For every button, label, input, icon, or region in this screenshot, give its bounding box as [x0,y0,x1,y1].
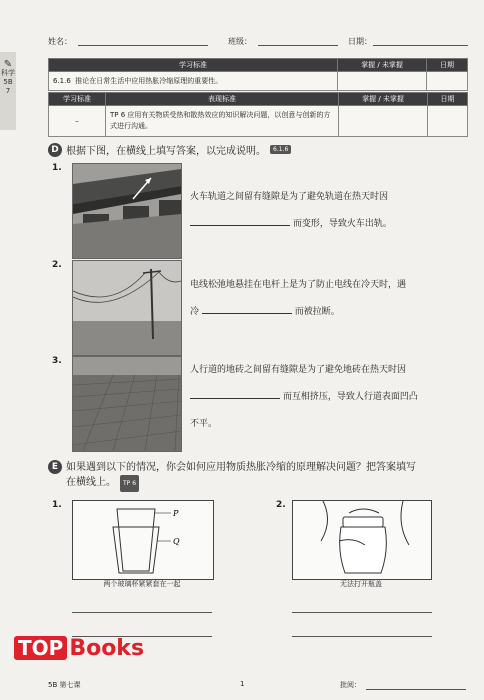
q1-line1: 火车轨道之间留有缝隙是为了避免轨道在热天时因 [190,192,389,202]
pavement-photo [72,356,182,452]
question-number: 3. [52,356,62,366]
label-q: Q [173,537,180,546]
section-d-title: 根据下图，在横线上填写答案，以完成说明。 [66,146,266,157]
question-number: 1. [52,163,62,173]
col-mastery: 掌握 / 未掌握 [339,93,428,106]
date-cell[interactable] [428,106,468,137]
q2-line2-start: 冷 [190,307,200,317]
col-date: 日期 [427,59,468,72]
standard-code: 6.1.6 [53,77,71,85]
section-e-code: TP 6 [120,475,139,492]
standard-text: 推论在日常生活中应用热胀冷缩原理的重要性。 [75,77,223,85]
q3-line2: 而互相挤压，导致人行道表面凹凸 [282,392,418,402]
tp-code: TP 6 [110,111,126,119]
logo-books: Books [69,636,145,661]
col-standard: 学习标准 [49,59,338,72]
col-standard: 学习标准 [49,93,106,106]
caption-jar: 无法打开瓶盖 [340,580,382,588]
side-tab-unit: 7 [5,87,11,95]
col-mastery: 掌握 / 未掌握 [338,59,427,72]
section-e-badge: E [48,460,62,474]
q1-line2: 而变形，导致火车出轨。 [292,219,392,229]
side-tab-subject: 科学 [1,69,15,77]
question-number: 2. [276,500,286,510]
mastery-cell[interactable] [339,106,428,137]
date-field[interactable] [373,45,468,46]
learning-standard-table [48,58,468,91]
section-d-code: 6.1.6 [270,145,291,154]
caption-glasses: 两个玻璃杯紧紧套在一起 [103,580,181,588]
standard-dash: – [49,106,106,137]
question-2 [190,272,470,326]
q3-answer-blank[interactable] [190,398,280,399]
section-e-heading [48,460,466,492]
section-e-title-line1: 如果遇到以下的情况，你会如何应用物质热胀冷缩的原理解决问题？把答案填写 [66,462,416,473]
glasses-illustration [72,500,214,580]
q3-line1: 人行道的地砖之间留有缝隙是为了避免地砖在热天时因 [190,365,407,375]
section-d-badge: D [48,143,62,157]
answer-line-e2[interactable] [292,636,432,637]
answer-line-e1[interactable] [72,612,212,613]
name-field[interactable] [78,45,208,46]
question-number: 1. [52,500,62,510]
jar-illustration [292,500,432,580]
footer-review-label: 批阅： [340,681,361,689]
col-date: 日期 [428,93,468,106]
q1-answer-blank[interactable] [190,225,290,226]
question-3 [190,357,470,438]
logo-top: TOP [14,636,67,660]
side-tab-level: 5B [3,78,13,86]
railway-photo [72,163,182,259]
topbooks-logo [14,636,144,661]
section-e-title-line2: 在横线上。 [66,477,116,488]
col-performance: 表现标准 [106,93,339,106]
class-label: 班级： [228,37,252,46]
question-number: 2. [52,260,62,270]
performance-standard-table [48,92,468,137]
q3-line3: 不平。 [190,419,218,429]
side-tab [0,52,16,130]
name-label: 姓名： [48,37,72,46]
side-tab-logo: ✎ [3,59,13,70]
class-field[interactable] [258,45,338,46]
question-1 [190,184,470,238]
label-p: P [173,509,179,518]
answer-line-e2[interactable] [292,612,432,613]
date-cell[interactable] [427,72,468,91]
q2-line2: 而被拉断。 [294,307,340,317]
mastery-cell[interactable] [338,72,427,91]
date-label: 日期： [348,37,372,46]
tp-text: 应用有关物质受热和散热效应的知识解决问题，以创意与创新的方式进行沟通。 [110,111,331,130]
q2-line1: 电线松弛地悬挂在电杆上是为了防止电线在冷天时，遇 [190,280,407,290]
power-line-photo [72,260,182,356]
footer-page-number: 1 [240,680,245,688]
section-d-heading [48,142,291,157]
q2-answer-blank[interactable] [202,313,292,314]
review-field[interactable] [366,689,466,690]
footer-lesson: 5B 第七课 [48,681,81,689]
